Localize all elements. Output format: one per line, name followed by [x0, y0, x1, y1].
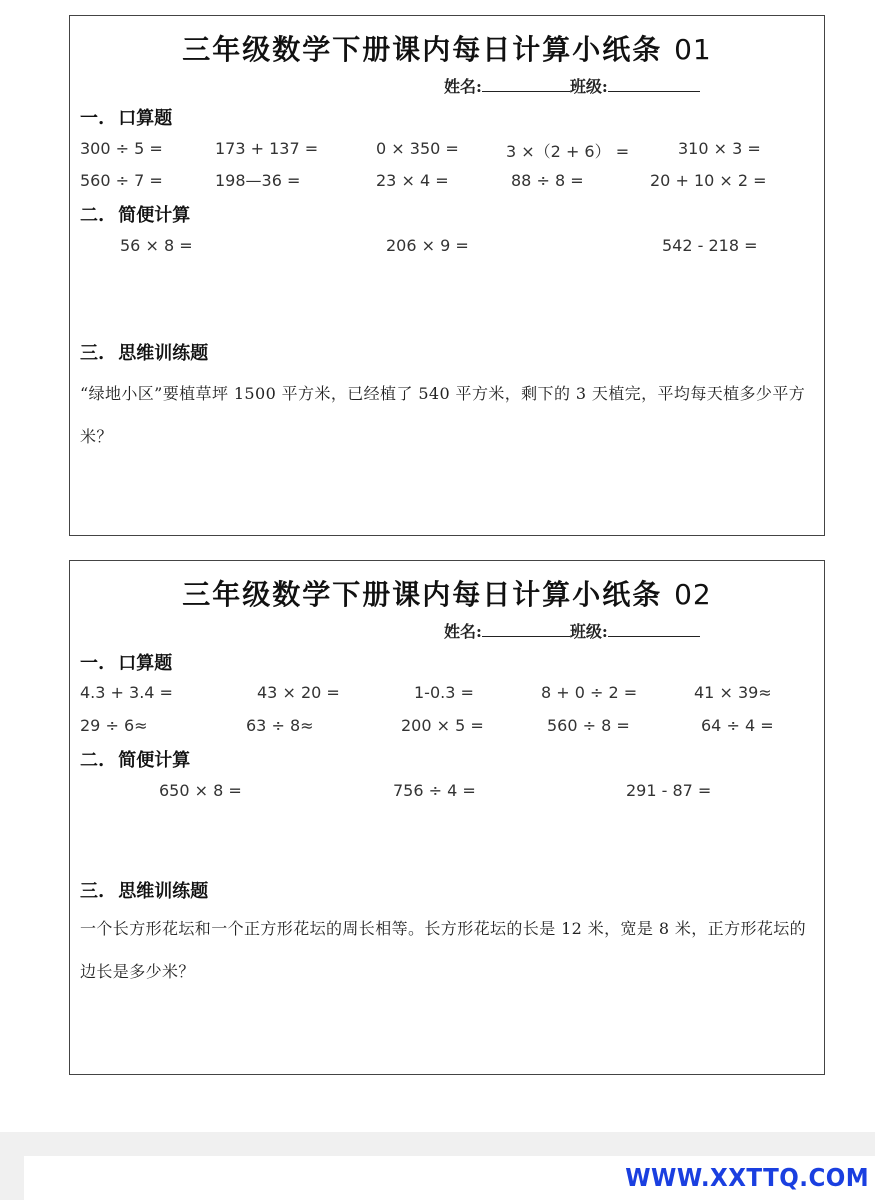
- site-watermark: WWW.XXTTQ.COM: [625, 1163, 869, 1192]
- oral-question: 64 ÷ 4 =: [701, 716, 774, 735]
- oral-question: 3 ×（2 + 6） =: [506, 142, 630, 161]
- section-marker: 二.: [80, 750, 105, 771]
- simple-question: 56 × 8 =: [120, 236, 193, 255]
- oral-question: 310 × 3 =: [678, 139, 761, 158]
- slip-title-text: 三年级数学下册课内每日计算小纸条: [182, 578, 663, 611]
- oral-question: 8 + 0 ÷ 2 =: [541, 683, 638, 702]
- simple-question: 206 × 9 =: [386, 236, 469, 255]
- section-marker: 三.: [80, 343, 105, 364]
- slip-title: [70, 573, 824, 613]
- section-label: 口算题: [118, 108, 173, 129]
- section-label: 思维训练题: [118, 343, 209, 364]
- oral-question: 300 ÷ 5 =: [80, 139, 163, 158]
- class-blank: [608, 77, 700, 92]
- word-problem: 一个长方形花坛和一个正方形花坛的周长相等。长方形花坛的长是 12 米，宽是 8 米，正方形花坛的边长是多少米？: [80, 919, 807, 981]
- section-oral-heading: [80, 104, 172, 130]
- section-simple-heading: [80, 201, 190, 227]
- oral-question: 43 × 20 =: [257, 683, 340, 702]
- oral-question: 0 × 350 =: [376, 139, 459, 158]
- slip-title: [70, 28, 824, 68]
- oral-question: 20 + 10 × 2 =: [650, 171, 767, 190]
- name-blank: [482, 77, 570, 92]
- simple-question: 756 ÷ 4 =: [393, 781, 476, 800]
- simple-question: 291 - 87 =: [626, 781, 712, 800]
- simple-question: 542 - 218 =: [662, 236, 758, 255]
- oral-question: 88 ÷ 8 =: [511, 171, 584, 190]
- section-oral-heading: [80, 649, 172, 675]
- oral-question: 560 ÷ 7 =: [80, 171, 163, 190]
- section-thinking-heading: [80, 339, 208, 365]
- section-label: 简便计算: [118, 205, 191, 226]
- section-thinking-heading: [80, 877, 208, 903]
- section-simple-heading: [80, 746, 190, 772]
- oral-question: 41 × 39≈: [694, 683, 772, 702]
- section-marker: 二.: [80, 205, 105, 226]
- page-gap: [0, 1132, 875, 1156]
- slip-number: 01: [674, 33, 712, 66]
- section-label: 口算题: [118, 653, 173, 674]
- oral-question: 63 ÷ 8≈: [246, 716, 314, 735]
- word-problem: “绿地小区”要植草坪 1500 平方米，已经植了 540 平方米，剩下的 3 天植完，平均每天植多少平方米？: [80, 384, 806, 446]
- slip-title-text: 三年级数学下册课内每日计算小纸条: [182, 33, 663, 66]
- name-class-row: [444, 619, 700, 642]
- class-label: 班级:: [569, 77, 608, 96]
- oral-question: 29 ÷ 6≈: [80, 716, 148, 735]
- name-label: 姓名:: [444, 77, 482, 96]
- section-label: 思维训练题: [118, 881, 209, 902]
- class-label: 班级:: [569, 622, 608, 641]
- name-label: 姓名:: [444, 622, 482, 641]
- section-marker: 三.: [80, 881, 105, 902]
- section-label: 简便计算: [118, 750, 191, 771]
- name-blank: [482, 622, 570, 637]
- class-blank: [608, 622, 700, 637]
- section-marker: 一.: [80, 108, 105, 129]
- oral-question: 1-0.3 =: [414, 683, 474, 702]
- oral-question: 4.3 + 3.4 =: [80, 683, 173, 702]
- oral-question: 23 × 4 =: [376, 171, 449, 190]
- oral-question: 173 + 137 =: [215, 139, 319, 158]
- calc-slip-01: [69, 15, 825, 536]
- oral-question: 200 × 5 =: [401, 716, 484, 735]
- calc-slip-02: [69, 560, 825, 1075]
- simple-question: 650 × 8 =: [159, 781, 242, 800]
- slip-number: 02: [674, 578, 712, 611]
- oral-question: 198—36 =: [215, 171, 301, 190]
- name-class-row: [444, 74, 700, 97]
- oral-question: 560 ÷ 8 =: [547, 716, 630, 735]
- section-marker: 一.: [80, 653, 105, 674]
